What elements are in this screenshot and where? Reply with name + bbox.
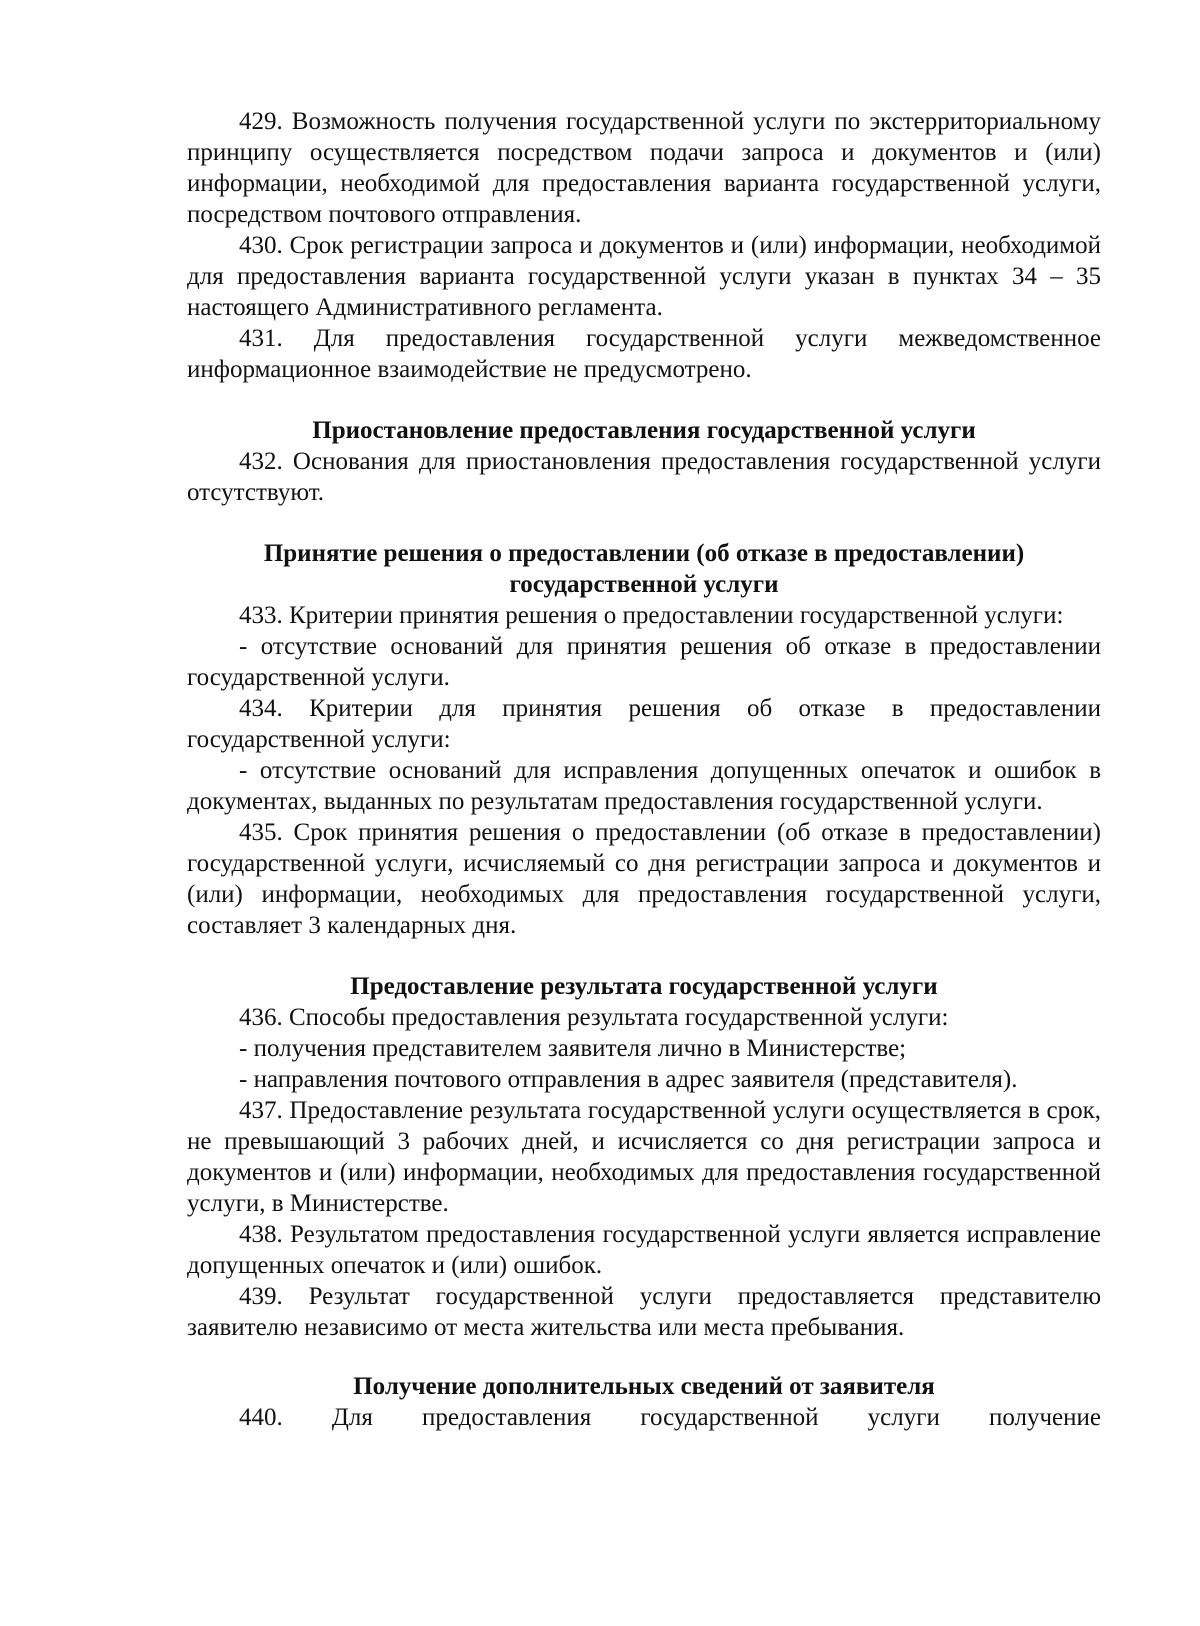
paragraph-435: 435. Срок принятия решения о предоставлении (об отказе в предоставлении) государственной услуги, исчисляемый со дня регистрации запроса и документов и (или) информации, необходимых для предоставления государственной услуги, составляет 3 календарных дня. xyxy=(187,819,1101,939)
paragraph-433: 433. Критерии принятия решения о предоставлении государственной услуги: xyxy=(239,602,1064,629)
paragraph-439: 439. Результат государственной услуги предоставляется представителю заявителю независимо от места жительства или места пребывания. xyxy=(187,1283,1101,1341)
heading-decision-line2: государственной услуги xyxy=(509,571,779,598)
paragraph-437: 437. Предоставление результата государственной услуги осуществляется в срок, не превышающий 3 рабочих дней, и исчисляется со дня регистрации запроса и документов и (или) информации, необходимых для предоставления государственной услуги, в Министерстве. xyxy=(187,1097,1101,1217)
paragraph-429: 429. Возможность получения государственной услуги по экстерриториальному принципу осуществляется посредством подачи запроса и документов и (или) информации, необходимой для предоставления варианта государственной услуги, посредством почтового отправления. xyxy=(187,108,1101,228)
paragraph-433-item: - отсутствие оснований для принятия решения об отказе в предоставлении государственной услуги. xyxy=(187,633,1101,691)
paragraph-436: 436. Способы предоставления результата государственной услуги: xyxy=(239,1004,949,1031)
paragraph-431: 431. Для предоставления государственной услуги межведомственное информационное взаимодействие не предусмотрено. xyxy=(187,325,1101,383)
paragraph-436-item-2: - направления почтового отправления в адрес заявителя (представителя). xyxy=(239,1066,1018,1093)
heading-additional: Получение дополнительных сведений от заявителя xyxy=(353,1373,935,1400)
heading-result: Предоставление результата государственной услуги xyxy=(350,973,938,1000)
paragraph-432: 432. Основания для приостановления предоставления государственной услуги отсутствуют. xyxy=(187,448,1101,506)
paragraph-436-item-1: - получения представителем заявителя лично в Министерстве; xyxy=(239,1035,907,1062)
paragraph-430: 430. Срок регистрации запроса и документов и (или) информации, необходимой для предоставления варианта государственной услуги указан в пунктах 34 – 35 настоящего Административного регламента. xyxy=(187,232,1101,321)
heading-decision-line1: Принятие решения о предоставлении (об отказе в предоставлении) xyxy=(263,540,1025,567)
document-page xyxy=(187,106,1101,1433)
paragraph-434: 434. Критерии для принятия решения об отказе в предоставлении государственной услуги: xyxy=(187,695,1101,753)
paragraph-434-item: - отсутствие оснований для исправления допущенных опечаток и ошибок в документах, выданных по результатам предоставления государственной услуги. xyxy=(187,757,1101,815)
paragraph-440: 440. Для предоставления государственной услуги получение xyxy=(239,1404,1101,1431)
paragraph-438: 438. Результатом предоставления государственной услуги является исправление допущенных опечаток и (или) ошибок. xyxy=(187,1221,1101,1279)
heading-suspension: Приостановление предоставления государственной услуги xyxy=(312,417,976,444)
